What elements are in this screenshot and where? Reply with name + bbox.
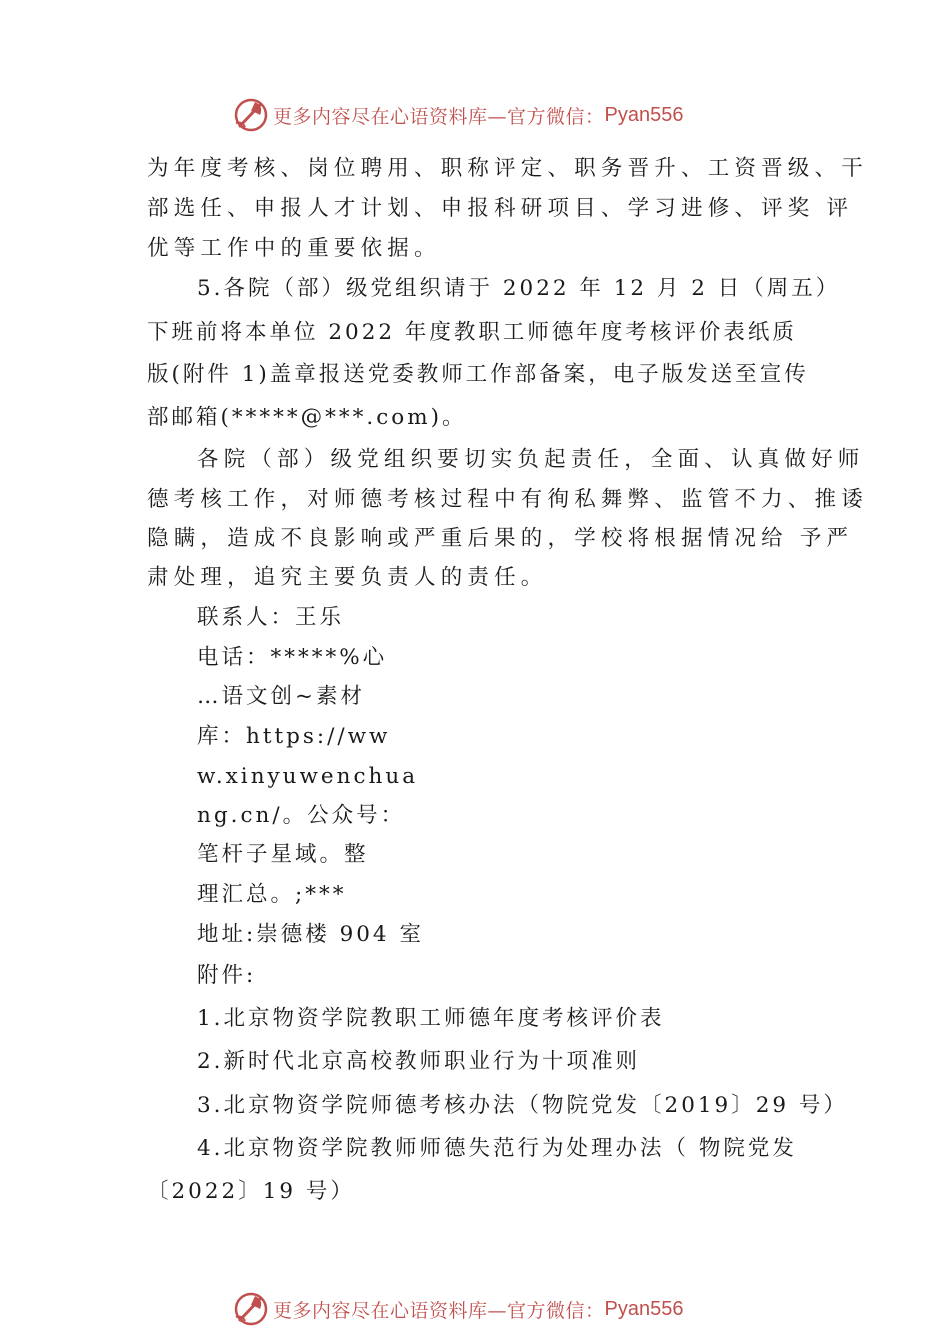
quill-logo-icon (233, 1291, 269, 1327)
text-line: 5.各院（部）级党组织请于 2022 年 12 月 2 日（周五） (197, 276, 841, 301)
text-line: 为年度考核、岗位聘用、职称评定、职务晋升、工资晋级、干 (147, 156, 868, 181)
attachment-item: 〔2022〕19 号） (147, 1179, 355, 1204)
banner-wechat-id: Pyan556 (604, 1297, 684, 1320)
text-line: 隐瞒，造成不良影响或严重后果的，学校将根据情况给 予严 (147, 526, 854, 551)
attachment-item: 3.北京物资学院师德考核办法（物院党发〔2019〕29 号） (197, 1093, 848, 1118)
text-line: 版(附件 1)盖章报送党委教师工作部备案，电子版发送至宣传 (147, 362, 809, 387)
contact-person: 联系人：王乐 (197, 605, 345, 630)
footer-banner (233, 1291, 733, 1327)
text-line: 优等工作中的重要依据。 (147, 236, 441, 261)
attachment-item: 4.北京物资学院教师师德失范行为处理办法（ 物院党发 (197, 1136, 797, 1161)
quill-logo-icon (233, 97, 269, 133)
text-line: 肃处理，追究主要负责人的责任。 (147, 565, 548, 590)
contact-line: …语文创~素材 (197, 684, 366, 709)
attachments-heading: 附件: (197, 963, 257, 988)
text-line: 下班前将本单位 2022 年度教职工师德年度考核评价表纸质 (147, 320, 797, 345)
contact-line: w.xinyuwenchua (197, 764, 419, 789)
contact-address: 地址:崇德楼 904 室 (197, 922, 424, 947)
contact-phone: 电话：*****%心 (197, 645, 388, 670)
attachment-item: 1.北京物资学院教职工师德年度考核评价表 (197, 1006, 665, 1031)
header-banner (233, 97, 733, 133)
text-line: 部邮箱(*****@***.com)。 (147, 405, 467, 430)
text-line: 部选任、申报人才计划、申报科研项目、学习进修、评奖 评 (147, 196, 854, 221)
attachment-item: 2.新时代北京高校教师职业行为十项准则 (197, 1049, 641, 1074)
banner-wechat-id: Pyan556 (604, 103, 684, 126)
text-line: 各院（部）级党组织要切实负起责任，全面、认真做好师 (197, 447, 865, 472)
contact-line: 理汇总。;*** (197, 882, 347, 907)
text-line: 德考核工作，对师德考核过程中有徇私舞弊、监管不力、推诿 (147, 487, 868, 512)
banner-text: 更多内容尽在心语资料库—官方微信： (273, 105, 605, 128)
contact-line: 笔杆子星域。整 (197, 842, 369, 867)
contact-line: 库：https://ww (197, 724, 391, 749)
contact-line: ng.cn/。公众号： (197, 803, 406, 828)
banner-text: 更多内容尽在心语资料库—官方微信： (273, 1299, 605, 1322)
